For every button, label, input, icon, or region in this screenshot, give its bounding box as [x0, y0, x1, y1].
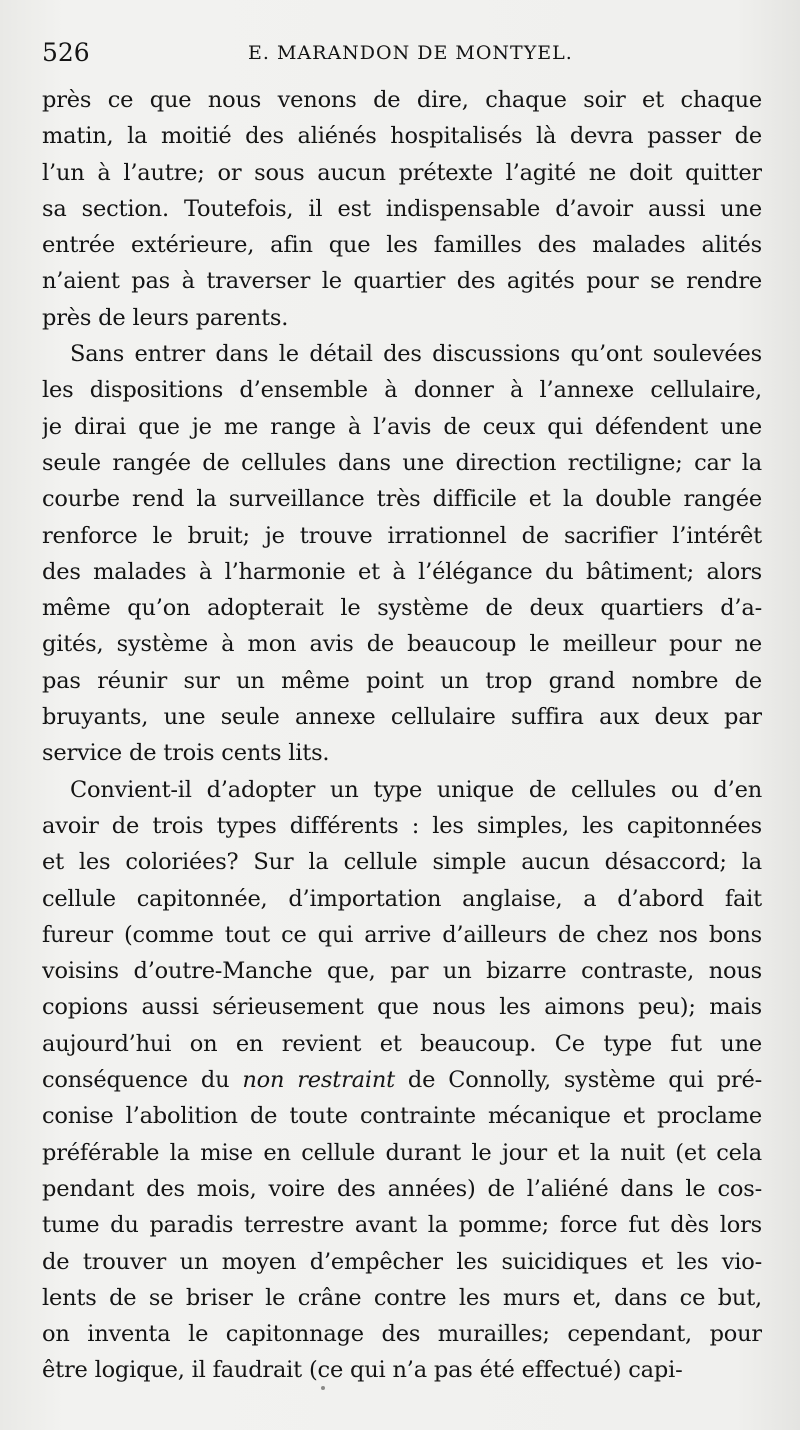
text-line: renforce le bruit; je trouve irrationnel de sacrifier l’intérêt: [42, 522, 762, 549]
print-speck: [321, 1386, 325, 1390]
paragraph: [42, 336, 762, 772]
text-line: fureur (comme tout ce qui arrive d’ailleurs de chez nos bons: [42, 921, 762, 948]
text-line: tume du paradis terrestre avant la pomme; force fut dès lors: [42, 1212, 762, 1239]
text-line: voisins d’outre-Manche que, par un bizarre contraste, nous: [42, 958, 762, 985]
text-line: l’un à l’autre; or sous aucun prétexte l’agité ne doit quitter: [42, 159, 762, 186]
paragraph: [42, 772, 762, 1389]
text-line: n’aient pas à traverser le quartier des agités pour se rendre: [42, 268, 762, 295]
text-line: lents de se briser le crâne contre les murs et, dans ce but,: [42, 1284, 762, 1311]
paragraph: [42, 82, 762, 336]
text-line: gités, système à mon avis de beaucoup le meilleur pour ne: [42, 631, 762, 658]
text-line: courbe rend la surveillance très difficile et la double rangée: [42, 486, 762, 513]
text-line: Sans entrer dans le détail des discussions qu’ont soulevées: [70, 341, 762, 368]
running-title: E. MARANDON DE MONTYEL.: [248, 42, 573, 64]
text-line: on inventa le capitonnage des murailles; cependant, pour: [42, 1321, 762, 1348]
text-line: et les coloriées? Sur la cellule simple aucun désaccord; la: [42, 849, 762, 876]
text-line: conséquence du non restraint de Connolly, système qui pré-: [42, 1067, 762, 1094]
text-line: seule rangée de cellules dans une direction rectiligne; car la: [42, 449, 762, 476]
text-line: les dispositions d’ensemble à donner à l’annexe cellulaire,: [42, 377, 762, 404]
text-line: Convient-il d’adopter un type unique de cellules ou d’en: [70, 776, 762, 803]
text-line: sa section. Toutefois, il est indispensable d’avoir aussi une: [42, 195, 762, 222]
body-text: [42, 82, 762, 1389]
text-line: préférable la mise en cellule durant le jour et la nuit (et cela: [42, 1139, 762, 1166]
page-number: 526: [42, 38, 90, 67]
text-line: conise l’abolition de toute contrainte mécanique et proclame: [42, 1103, 762, 1130]
text-line: avoir de trois types différents : les simples, les capitonnées: [42, 812, 762, 839]
text-line: près ce que nous venons de dire, chaque soir et chaque: [42, 87, 762, 113]
italic-term: non restraint: [242, 1067, 395, 1094]
text-line: bruyants, une seule annexe cellulaire suffira aux deux par: [42, 704, 762, 731]
text-line: je dirai que je me range à l’avis de ceux qui défendent une: [42, 413, 762, 440]
text-line: être logique, il faudrait (ce qui n’a pas été effectué) capi-: [42, 1357, 683, 1384]
text-line: service de trois cents lits.: [42, 740, 330, 767]
text-line: de trouver un moyen d’empêcher les suicidiques et les vio-: [42, 1248, 762, 1275]
text-line: près de leurs parents.: [42, 304, 289, 331]
text-line: même qu’on adopterait le système de deux quartiers d’a-: [42, 595, 762, 622]
text-line: aujourd’hui on en revient et beaucoup. Ce type fut une: [42, 1030, 762, 1057]
text-line: matin, la moitié des aliénés hospitalisés là devra passer de: [42, 123, 762, 150]
text-line: entrée extérieure, afin que les familles des malades alités: [42, 232, 762, 259]
text-line: copions aussi sérieusement que nous les aimons peu); mais: [42, 994, 762, 1021]
text-line: pas réunir sur un même point un trop grand nombre de: [42, 667, 762, 694]
running-head: [42, 38, 760, 72]
text-line: cellule capitonnée, d’importation anglaise, a d’abord fait: [42, 885, 762, 912]
text-line: des malades à l’harmonie et à l’élégance du bâtiment; alors: [42, 558, 762, 585]
text-line: pendant des mois, voire des années) de l’aliéné dans le cos-: [42, 1175, 762, 1202]
